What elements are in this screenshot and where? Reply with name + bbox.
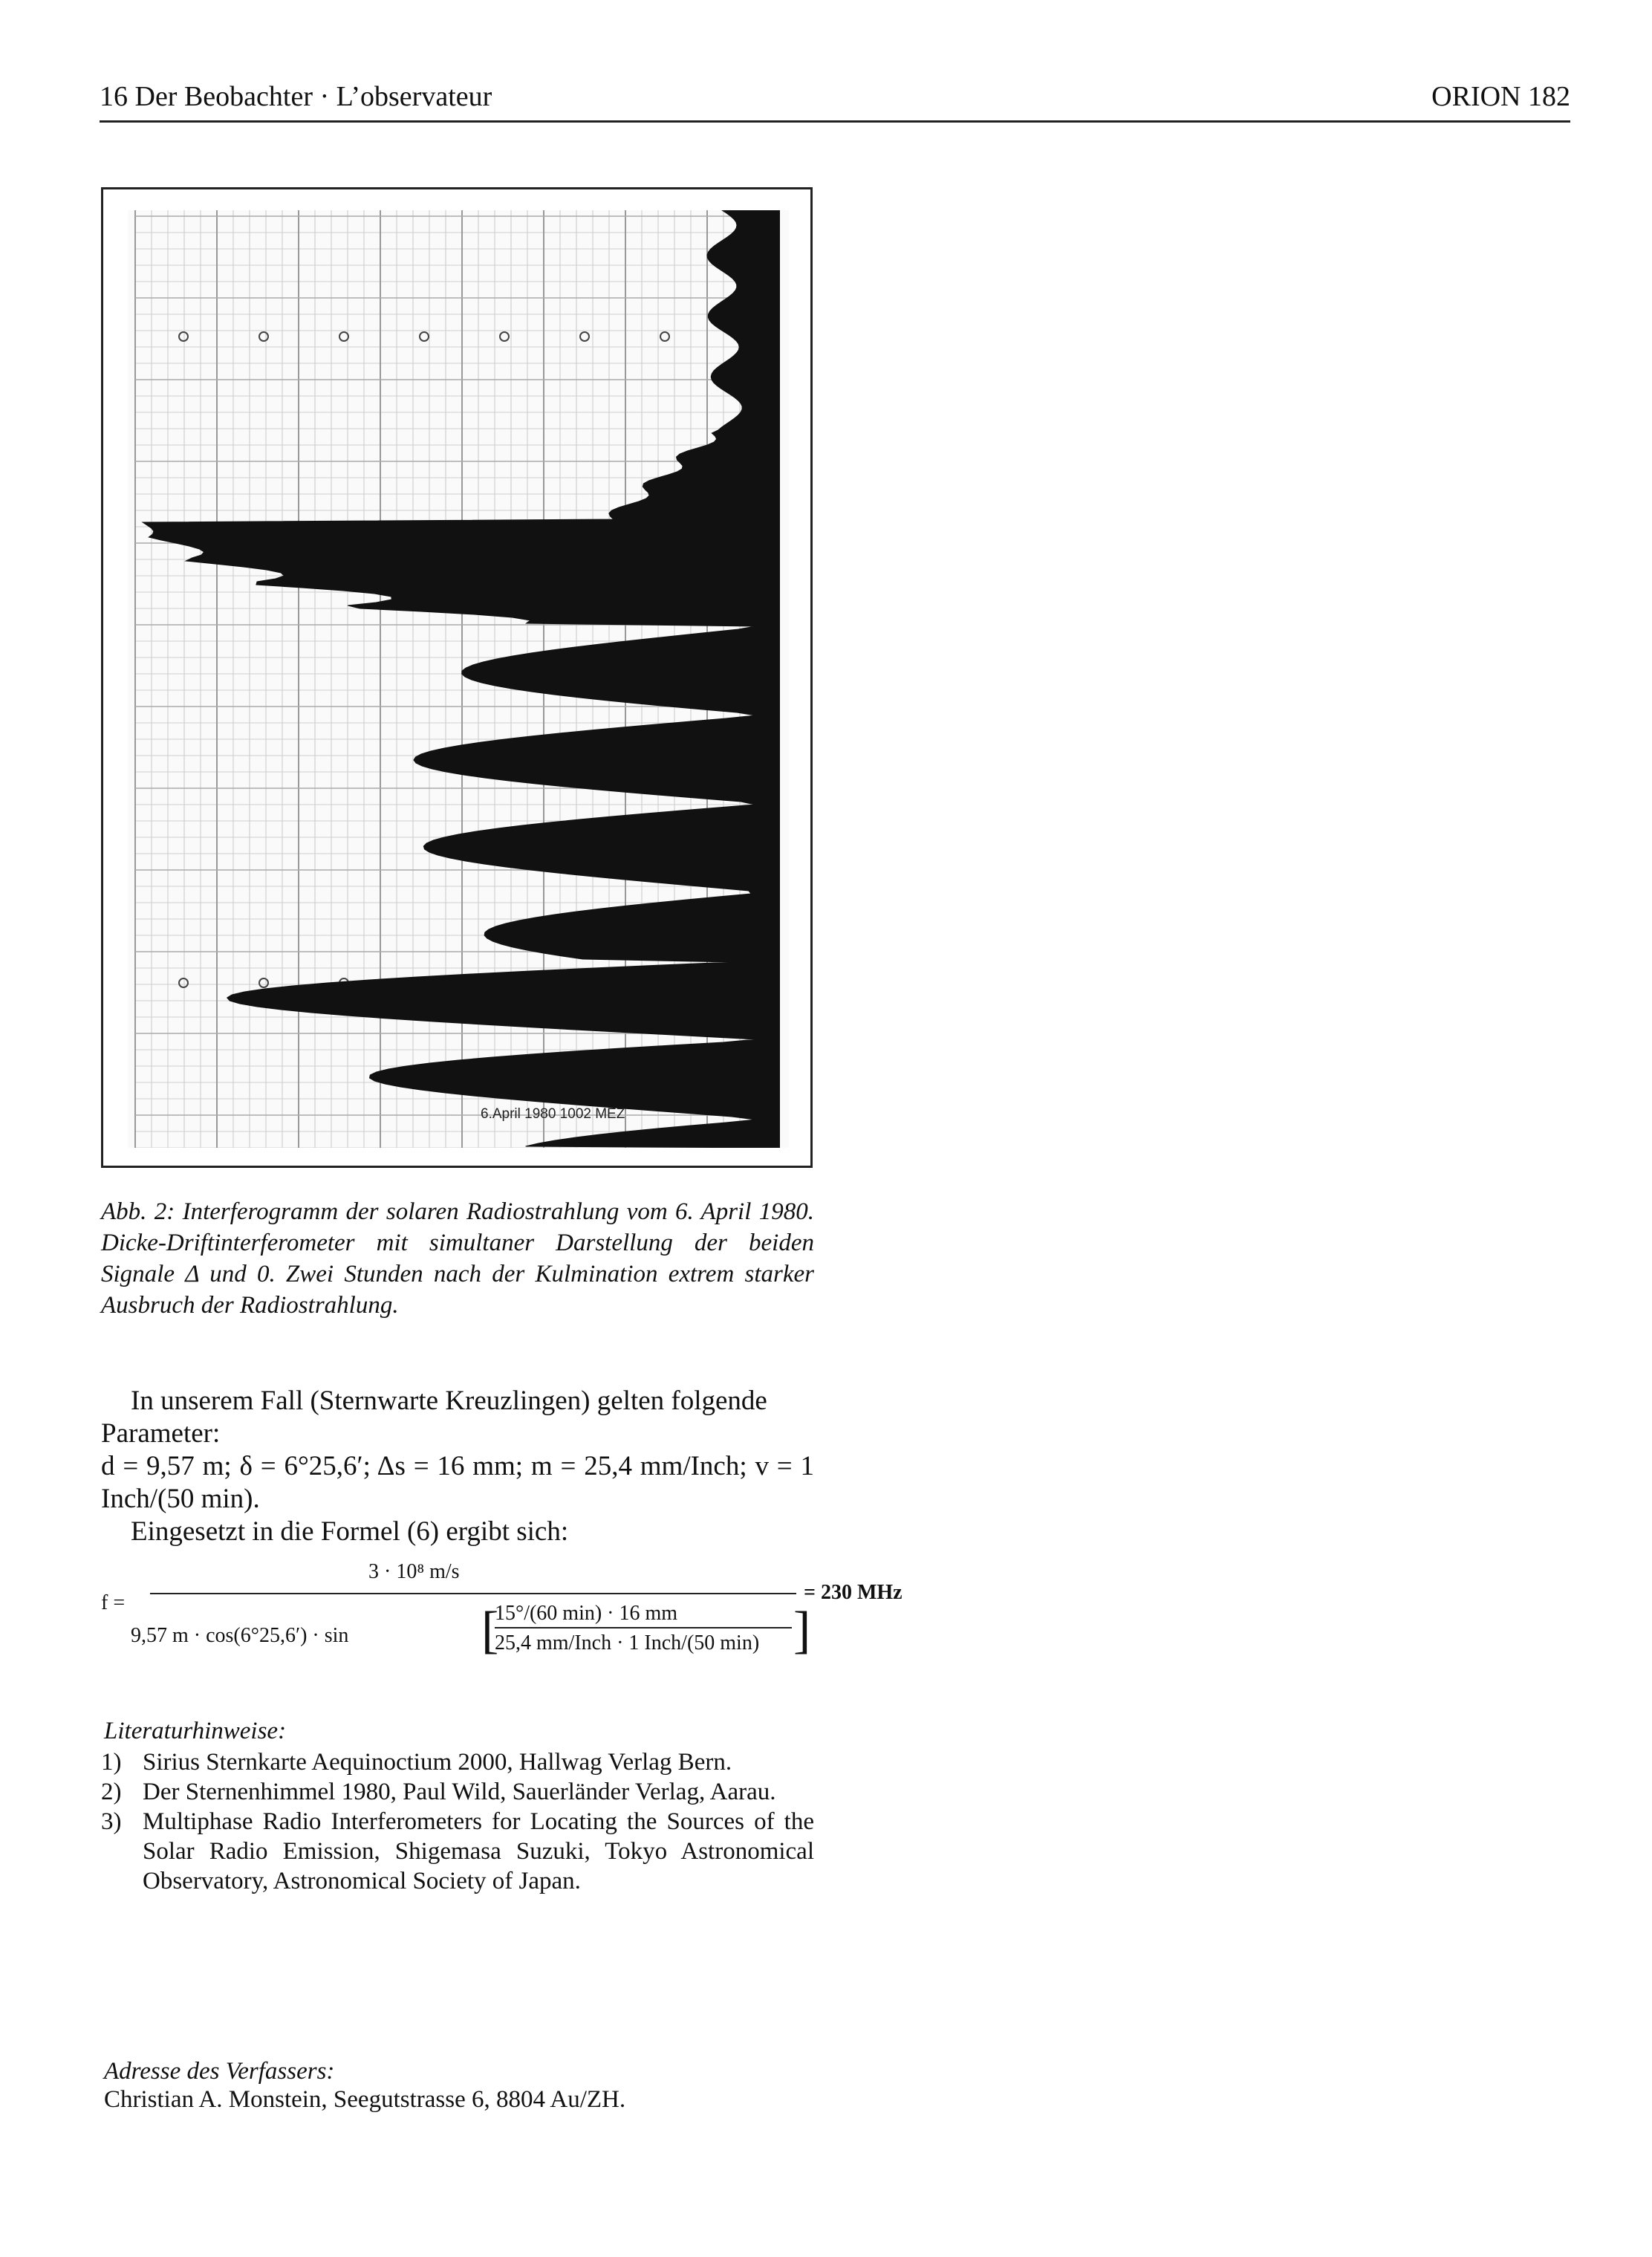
formula-lhs: f =	[101, 1591, 126, 1614]
literature-heading: Literaturhinweise:	[104, 1718, 287, 1744]
formula-bracket-right: ]	[793, 1602, 811, 1659]
running-header	[100, 80, 1570, 119]
literature-item-number: 1)	[101, 1749, 122, 1776]
header-right: ORION 182	[1431, 81, 1570, 112]
literature-item-number: 2)	[101, 1779, 122, 1805]
address-text: Christian A. Monstein, Seegutstrasse 6, 8804 Au/ZH.	[104, 2086, 626, 2113]
literature-item-text: Sirius Sternkarte Aequinoctium 2000, Hallwag Verlag Bern.	[143, 1749, 732, 1776]
trace-baseline	[770, 210, 780, 1148]
literature-item-number: 3)	[101, 1808, 122, 1835]
figure-caption: Abb. 2: Interferogramm der solaren Radiostrahlung vom 6. April 1980. Dicke-Driftinterferometer mit simultaner Darstellung der beiden Signale Δ und 0. Zwei Stunden nach der Kulmination extrem starker Ausbruch der Radiostrahlung.	[101, 1198, 814, 1319]
formula	[101, 1560, 903, 1659]
literature-item	[101, 1747, 814, 1777]
literature-item	[101, 1777, 814, 1807]
formula-result: = 230 MHz	[804, 1581, 903, 1604]
literature-item-text: Multiphase Radio Interferometers for Locating the Sources of the Solar Radio Emission, Shigemasa Suzuki, Tokyo Astronomical Observatory, Astronomical Society of Japan.	[143, 1808, 814, 1894]
literature-item-text: Der Sternenhimmel 1980, Paul Wild, Sauerländer Verlag, Aarau.	[143, 1779, 776, 1805]
paragraph-parameters: In unserem Fall (Sternwarte Kreuzlingen) gelten folgende Parameter:	[101, 1386, 767, 1449]
paragraph-formula-intro: Eingesetzt in die Formel (6) ergibt sich:	[131, 1516, 569, 1547]
formula-bracket-left: [	[481, 1602, 499, 1659]
formula-inner-numerator: 15°/(60 min) · 16 mm	[495, 1602, 678, 1625]
paragraph-values: d = 9,57 m; δ = 6°25,6′; Δs = 16 mm; m = 25,4 mm/Inch; v = 1 Inch/(50 min).	[101, 1451, 814, 1514]
literature-item	[101, 1807, 814, 1896]
formula-denominator: 9,57 m · cos(6°25,6′) · sin	[131, 1624, 349, 1647]
formula-inner-fraction-bar	[495, 1627, 792, 1628]
literature-list	[101, 1747, 814, 1896]
figure-interferogram	[101, 187, 813, 1168]
address-heading: Adresse des Verfassers:	[104, 2058, 335, 2085]
formula-numerator: 3 · 10⁸ m/s	[368, 1560, 460, 1583]
formula-main-fraction-bar	[150, 1593, 796, 1594]
interferogram-image	[128, 210, 789, 1148]
recording-stamp: 6.April 1980 1002 MEZ	[481, 1106, 625, 1122]
formula-inner-denominator: 25,4 mm/Inch · 1 Inch/(50 min)	[495, 1631, 760, 1654]
header-left: 16 Der Beobachter · L’observateur	[100, 81, 492, 112]
header-rule	[100, 120, 1570, 123]
